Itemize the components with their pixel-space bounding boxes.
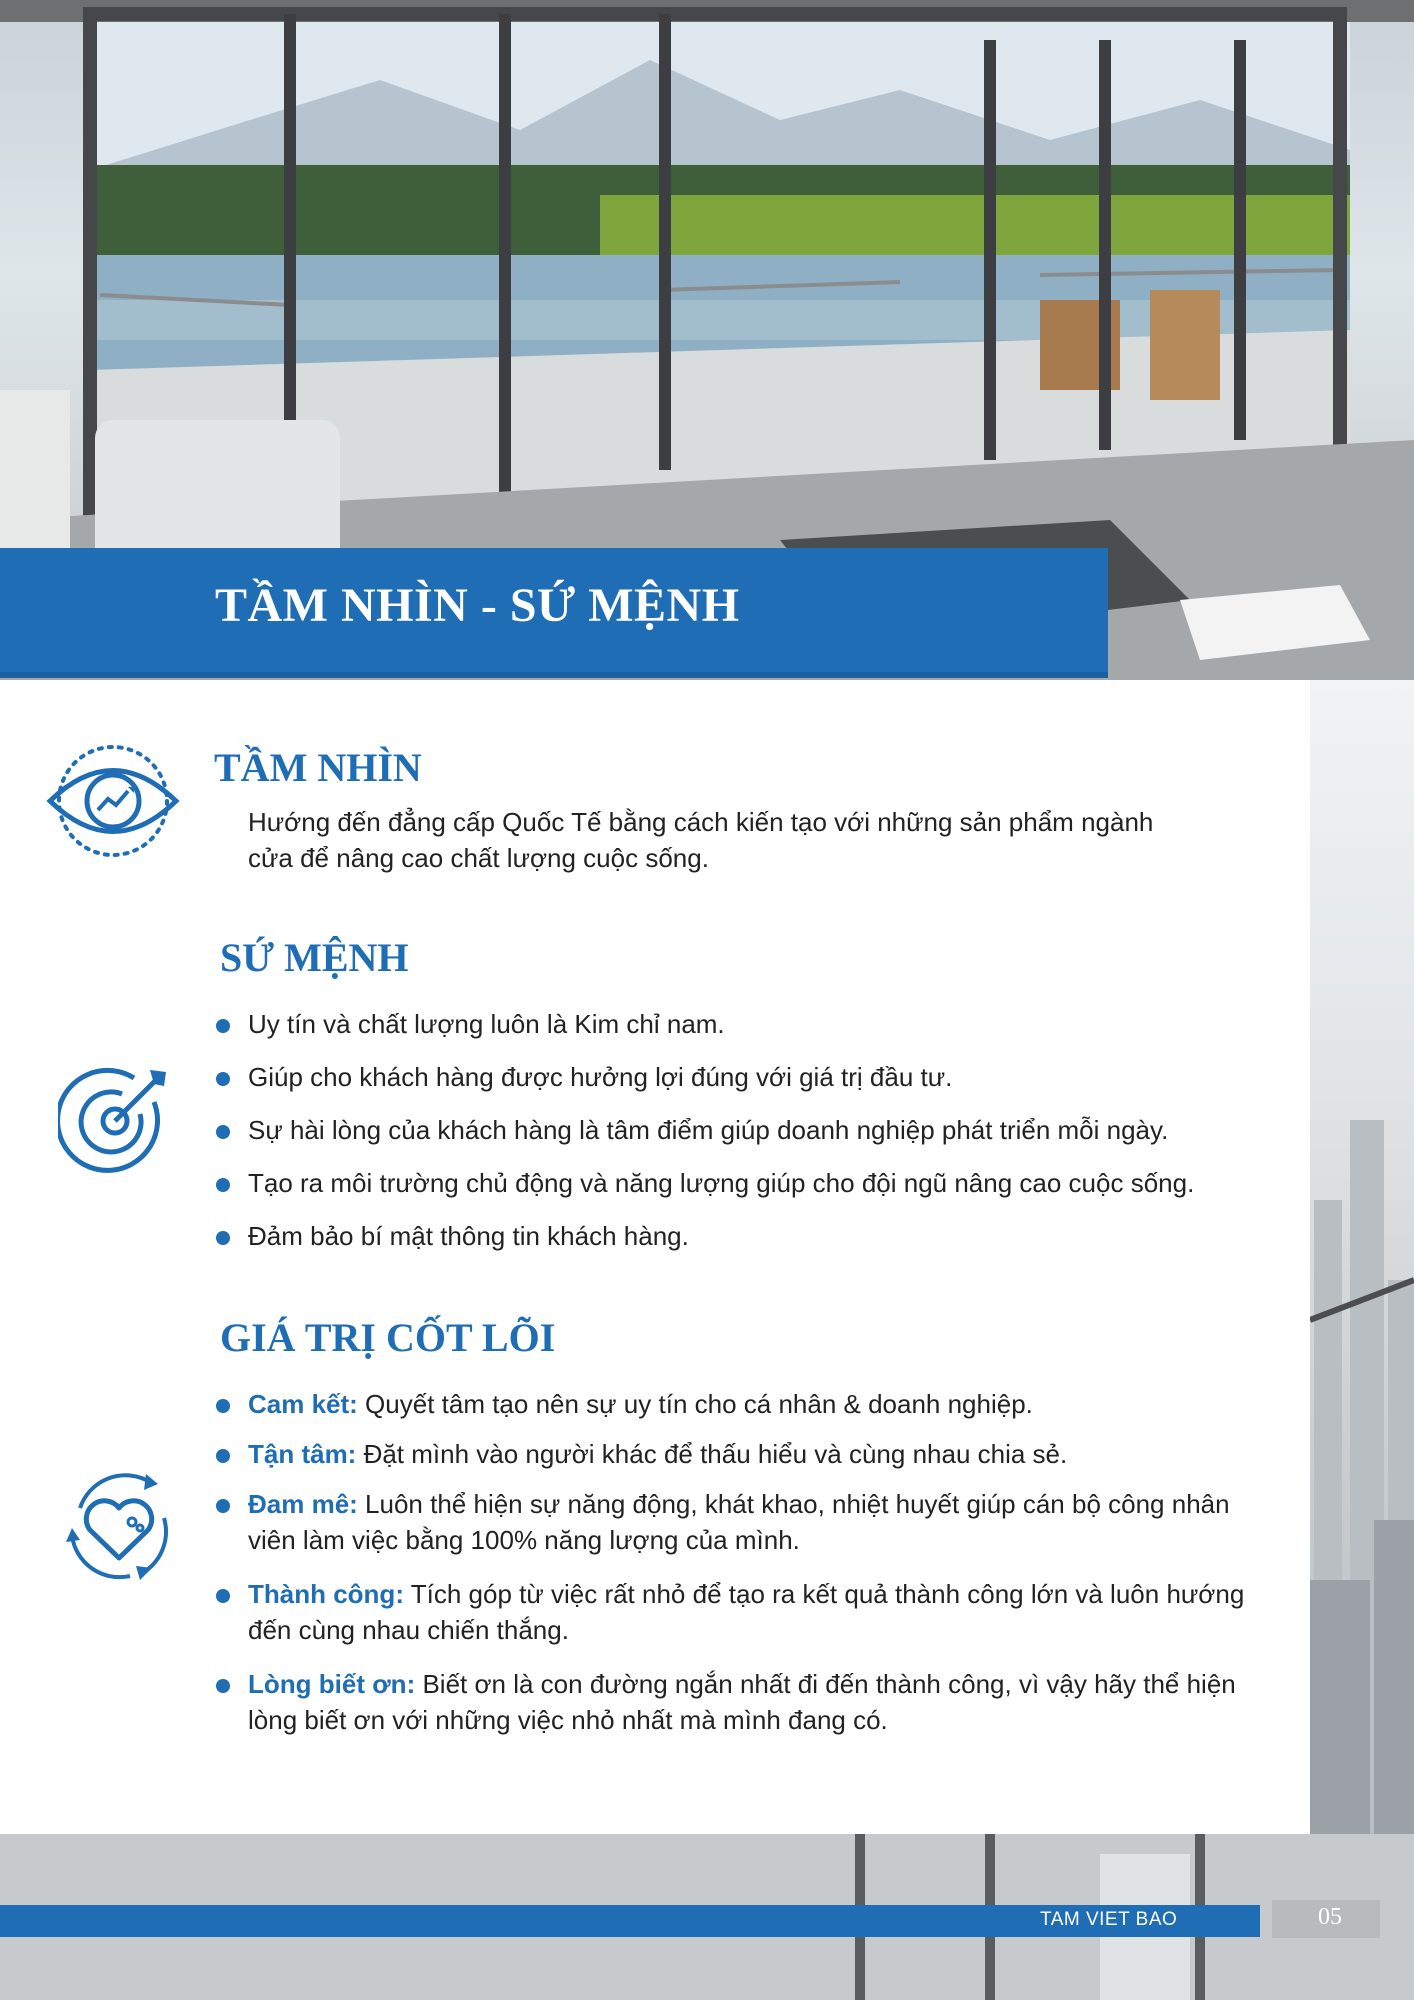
- vision-heading: TẦM NHÌN: [214, 745, 422, 790]
- mission-heading: SỨ MỆNH: [220, 935, 409, 980]
- mission-item: Tạo ra môi trường chủ động và năng lượng giúp cho đội ngũ nâng cao cuộc sống.: [214, 1165, 1294, 1201]
- value-key: Tận tâm:: [248, 1439, 357, 1469]
- value-item: [214, 1666, 1266, 1738]
- value-text: Đặt mình vào người khác để thấu hiểu và cùng nhau chia sẻ.: [356, 1439, 1068, 1469]
- value-text: Quyết tâm tạo nên sự uy tín cho cá nhân & doanh nghiệp.: [357, 1389, 1033, 1419]
- mission-item: Đảm bảo bí mật thông tin khách hàng.: [214, 1218, 1294, 1254]
- value-text: Biết ơn là con đường ngắn nhất đi đến thành công, vì vậy hãy thể hiện lòng biết ơn với những việc nhỏ nhất mà mình đang có.: [248, 1669, 1236, 1735]
- value-key: Thành công:: [248, 1579, 404, 1609]
- mission-item: Giúp cho khách hàng được hưởng lợi đúng với giá trị đầu tư.: [214, 1059, 1294, 1095]
- value-key: Đam mê:: [248, 1489, 358, 1519]
- value-item: [214, 1386, 1266, 1422]
- page-title: TẦM NHÌN - SỨ MỆNH: [215, 579, 740, 632]
- values-heading: GIÁ TRỊ CỐT LÕI: [220, 1315, 556, 1360]
- target-arrow-icon: [58, 1064, 172, 1178]
- value-item: [214, 1486, 1266, 1558]
- value-text: Luôn thể hiện sự năng động, khát khao, nhiệt huyết giúp cán bộ công nhân viên làm việc bằng 100% năng lượng của mình.: [248, 1489, 1230, 1555]
- values-list: [214, 1386, 1266, 1738]
- mission-list: [214, 1006, 1294, 1254]
- vision-line-1: Hướng đến đẳng cấp Quốc Tế bằng cách kiến tạo với những sản phẩm ngành: [248, 807, 1154, 837]
- vision-line-2: cửa để nâng cao chất lượng cuộc sống.: [248, 843, 709, 873]
- city-side-photo: [1310, 680, 1414, 2000]
- heart-cycle-icon: [60, 1468, 178, 1586]
- value-key: Lòng biết ơn:: [248, 1669, 416, 1699]
- city-skyline: [1310, 680, 1414, 2000]
- mission-item: Sự hài lòng của khách hàng là tâm điểm giúp doanh nghiệp phát triển mỗi ngày.: [214, 1112, 1294, 1148]
- mission-item: Uy tín và chất lượng luôn là Kim chỉ nam.: [214, 1006, 1294, 1042]
- value-key: Cam kết:: [248, 1389, 358, 1419]
- vision-text: [248, 804, 1274, 876]
- eye-chart-icon: [46, 742, 180, 860]
- value-item: [214, 1436, 1266, 1472]
- page-number: 05: [1318, 1904, 1342, 1930]
- title-banner-underline: [0, 672, 1108, 678]
- footer-brand: TAM VIET BAO: [1040, 1909, 1178, 1930]
- value-item: [214, 1576, 1266, 1648]
- value-text: Tích góp từ việc rất nhỏ để tạo ra kết quả thành công lớn và luôn hướng đến cùng nhau chiến thắng.: [248, 1579, 1245, 1645]
